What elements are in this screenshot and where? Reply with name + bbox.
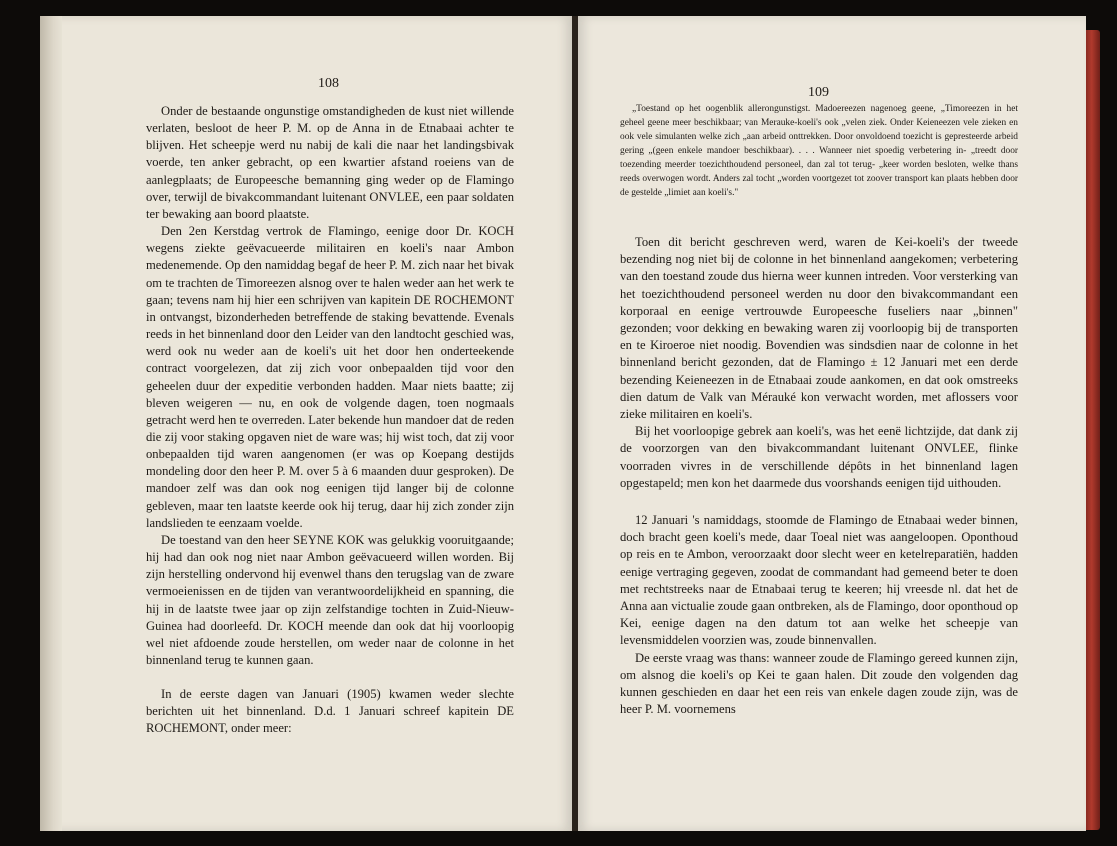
paragraph: In de eerste dagen van Januari (1905) kwamen weder slechte berichten uit het binnenland. D.d. 1 Januari schreef kapitein DE ROCHEMONT, onder meer: [146, 687, 514, 736]
left-page-number: 108 [318, 76, 339, 91]
paragraph: De eerste vraag was thans: wanneer zoude de Flamingo gereed kunnen zijn, om alsnog die koeli's op Kei te gaan halen. Dit zoude den volgenden dag kunnen geschieden en daar het een reis van enkele dagen zoude zijn, was de heer P. M. voornemens [620, 650, 1018, 717]
left-page-edge [40, 16, 62, 831]
paragraph: Bij het voorloopige gebrek aan koeli's, was het eenë lichtzijde, dat dank zij de voorzorgen van den bivakcommandant luitenant ONVLEE, flinke voorraden vivres in de verschillende dépôts in het binnenland lagen opgestapeld; men kon het daarmede dus voorshands eenigen tijd uithouden. [620, 424, 1018, 490]
right-page-body [620, 234, 1018, 718]
quote-text: „Toestand op het oogenblik allerongunstigst. Madoereezen nagenoeg geene, „Timoreezen in het geheel geene meer beschikbaar; van Merauke-koeli's ook „velen ziek. Onder Keieneezen vele zieken en ook vele simulanten welke zich „aan arbeid onttrekken. Door onvoldoend toezicht is gepresteerde arbeid gering „(geen enkele mandoer beschikbaar). . . . Wanneer niet spoedig verbetering in- „treedt door toezending meerder toezichthoudend personeel, dan zal tot terug- „keer worden besloten, welke thans reeds overwogen wordt. Anders zal tocht „worden voortgezet tot zoover transport kan plaats hebben door de gestelde „limiet aan koeli's." [620, 104, 1018, 198]
paragraph: Toen dit bericht geschreven werd, waren de Kei-koeli's der tweede bezending nog niet bij de colonne in het binnenland aangekomen; verbetering van den toestand zoude dus hierna weer kunnen intreden. Voor versterking van het toezichthoudend personeel werden nu door den bivakcommandant een korporaal en eenige vertrouwde Europeesche fuseliers naar „binnen" gezonden; voor dekking en bewaking waren zij voorloopig bij de transporten en te Kiroeroe niet noodig. Bovendien was sindsdien naar de colonne in het binnenland bericht gezonden, dat de Flamingo ± 12 Januari met een derde bezending Keieneezen in de Etnabaai zoude aankomen, en dat ook omstreeks dien datum de Valk van Mérauké kon verwacht worden, met aflossers voor zieke militairen en koeli's. [620, 235, 1018, 422]
paragraph: Onder de bestaande ongunstige omstandigheden de kust niet willende verlaten, besloot de heer P. M. op de Anna in de Etnabaai achter te blijven. Het scheepje werd nu nabij de kali die naar het landingsbivak voerde, ten anker gebracht, op een kwartier afstand roeiens van de aanlegplaats; de Europeesche bemanning ging weder op de Flamingo over, terwijl de bivakcommandant luitenant ONVLEE, een paar soldaten ter bewaking aan boord plaatste. [146, 104, 514, 221]
quoted-report [620, 102, 1018, 200]
paragraph: Den 2en Kerstdag vertrok de Flamingo, eenige door Dr. KOCH wegens ziekte geëvacueerde militairen en koeli's naar Ambon medenemende. Op den namiddag begaf de heer P. M. zich naar het bivak om te trachten de Timoreezen alsnog over te halen weder aan het werk te gaan; tevens nam hij hier een schrijven van kapitein DE ROCHEMONT in ontvangst, bizonderheden betreffende de staking bevattende. Evenals reeds in het binnenland door den Leider van den landtocht geschied was, werd ook nu weder aan de koeli's uit het door hen onderteekende contract voorgelezen, dat zij zich voor onbepaalden tijd voor den geheelen duur der expeditie verbonden hadden. Maar niets baatte; zij bleven weigeren — nu, en ook de volgende dagen, toen nogmaals getracht werd hen te overreden. Later bekende hun mandoer dat de reden die zij voor staking opgaven niet de ware was; hij wist toch, dat zij voor onbepaalden tijd waren aangenomen (er was op Koepang destijds mondeling door den heer P. M. over 5 à 6 maanden duur gesproken). De mandoer zelf was dan ook nog eenigen tijd langer bij de colonne gebleven, maar ten laatste keerde ook hij terug, daar hij zich zonder zijn landslieden te eenzaam voelde. [146, 224, 514, 530]
paragraph: 12 Januari 's namiddags, stoomde de Flamingo de Etnabaai weder binnen, doch bracht geen koeli's mede, daar Toeal niet was aangeloopen. Oponthoud op reis en te Ambon, veroorzaakt door slecht weer en ketelreparatiën, hadden eenige vertraging gegeven, zoodat de commandant had gemeend beter te doen met rechtstreeks naar de Etnabaai terug te keeren; hij vreesde nl. dat het de Anna aan victualie zoude gaan ontbreken, als de Flamingo, door oponthoud op Kei, eenige dagen na den datum tot aan welke het scheepje van levensmiddelen voorzien was, zoude binnenvallen. [620, 513, 1018, 648]
right-page-number: 109 [808, 85, 829, 100]
paragraph: De toestand van den heer SEYNE KOK was gelukkig vooruitgaande; hij had dan ook nog niet naar Ambon geëvacueerd willen worden. Bij zijn herstelling ondervond hij evenwel thans den terugslag van de zware vermoeienissen en de tijden van verantwoordelijkheid en spanning, die hij in de laatste twee jaar op zijn zelfstandige tochten in Zuid-Nieuw-Guinea had doorleefd. Dr. KOCH meende dan ook dat hij voorloopig wel niet afdoende zoude herstellen, om weder naar de colonne in het binnenland terug te kunnen gaan. [146, 532, 514, 667]
left-page-body [146, 103, 514, 738]
red-cover-edge [1086, 30, 1100, 830]
